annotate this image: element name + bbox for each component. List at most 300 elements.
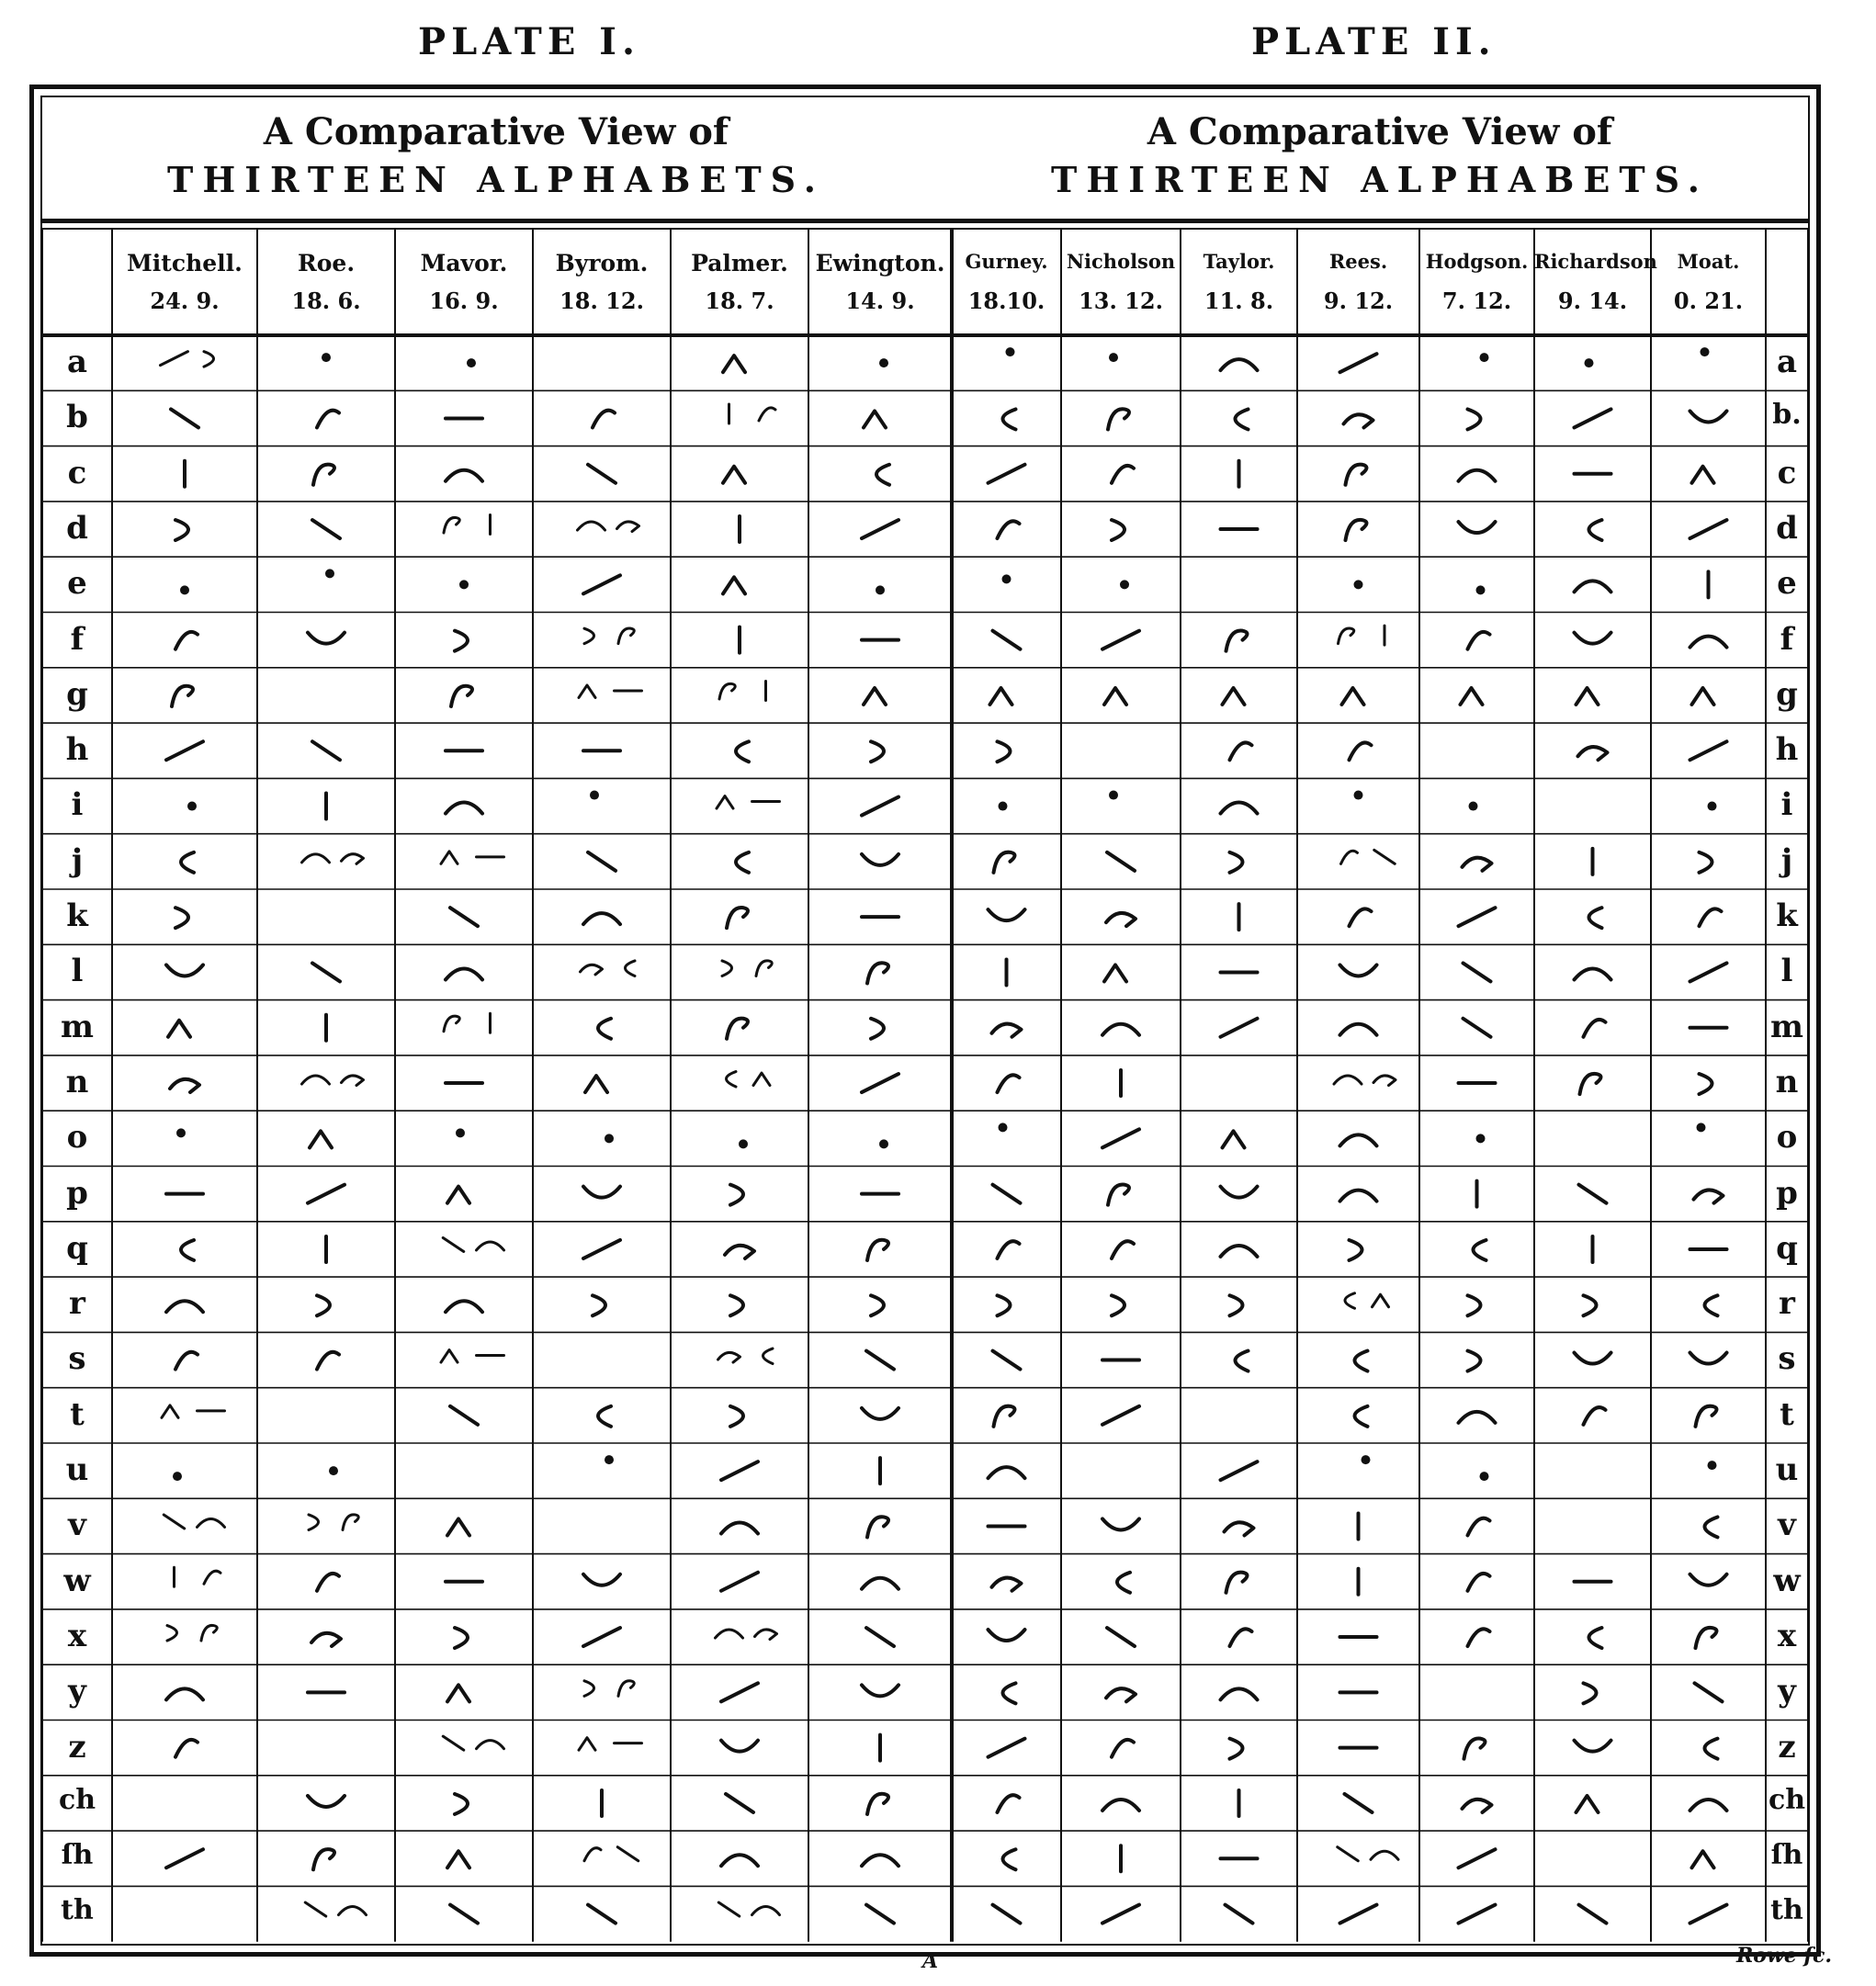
shorthand-glyph [862,1578,898,1589]
shorthand-glyph [1104,965,1126,981]
shorthand-glyph [1223,688,1245,705]
row-label-right: k [1776,897,1798,934]
column-header [1419,252,1534,312]
shorthand-glyph [605,1455,614,1464]
shorthand-glyph [1584,1020,1606,1037]
shorthand-glyph [719,681,766,700]
shorthand-glyph [1695,1683,1723,1701]
shorthand-glyph [1344,414,1373,427]
shorthand-glyph [308,1185,345,1203]
shorthand-glyph [1697,1123,1706,1132]
row-label-right: o [1776,1119,1798,1157]
shorthand-glyph [721,1522,758,1533]
shorthand-glyph [736,741,749,762]
shorthand-glyph [723,355,745,372]
author-name: Roe. [297,250,356,276]
shorthand-glyph [1701,347,1710,356]
shorthand-glyph [1469,802,1478,811]
shorthand-glyph [721,1855,758,1866]
row-label-right: b. [1772,399,1802,432]
shorthand-glyph [1340,1134,1377,1145]
shorthand-glyph [1342,688,1364,705]
row-label-left: k [66,897,88,934]
row-label-right: x [1777,1617,1797,1654]
shorthand-glyph [876,465,889,485]
shorthand-glyph [1690,963,1727,981]
shorthand-glyph [446,470,482,481]
shorthand-glyph [1696,1628,1717,1648]
shorthand-glyph [862,1855,898,1866]
shorthand-glyph [1226,1573,1248,1593]
author-name: Rees. [1328,250,1388,273]
shorthand-glyph [1107,1628,1135,1646]
shorthand-glyph [721,1573,758,1591]
shorthand-glyph [1109,353,1118,362]
shorthand-glyph [1468,632,1490,649]
row-label-left: ch [58,1783,96,1816]
plate-i-label: PLATE I. [418,20,640,63]
plate-ii-label: PLATE II. [1251,20,1497,63]
shorthand-glyph [1112,1295,1124,1315]
shorthand-glyph [1589,520,1602,540]
column-header [1651,252,1766,312]
shorthand-glyph [317,1295,330,1315]
shorthand-glyph [1692,1851,1714,1868]
shorthand-glyph [447,1187,469,1203]
shorthand-glyph [313,465,334,485]
author-number: 9. 14. [1557,288,1628,314]
shorthand-glyph [585,1076,607,1092]
shorthand-glyph [1480,353,1489,362]
shorthand-glyph [175,520,188,540]
plate-i-title-line2: THIRTEEN ALPHABETS. [167,159,825,200]
shorthand-glyph [187,802,197,811]
shorthand-glyph [584,1847,639,1861]
shorthand-glyph [588,852,616,871]
shorthand-glyph [1708,802,1717,811]
shorthand-glyph [308,633,345,644]
row-label-left: d [66,509,88,547]
shorthand-glyph [1230,1739,1243,1759]
shorthand-glyph [593,1295,605,1315]
shorthand-glyph [989,1739,1025,1757]
shorthand-glyph [862,854,898,865]
shorthand-glyph [1362,1455,1371,1464]
shorthand-glyph [1468,1629,1490,1646]
shorthand-glyph [1459,522,1496,533]
shorthand-glyph [447,1851,469,1868]
row-label-left: a [66,344,88,380]
shorthand-glyph [588,465,616,483]
shorthand-glyph [162,1405,225,1418]
shorthand-glyph [1221,359,1258,370]
row-label-right: z [1778,1728,1796,1766]
author-name: Taylor. [1203,250,1275,273]
shorthand-glyph [862,520,898,538]
shorthand-glyph [994,852,1015,873]
shorthand-glyph [1102,1024,1139,1035]
shorthand-glyph [441,1350,504,1363]
shorthand-glyph [1230,1295,1243,1315]
shorthand-glyph [1694,1190,1723,1203]
shorthand-glyph [581,961,636,976]
shorthand-glyph [1575,581,1611,592]
author-name: Ewington. [815,250,945,276]
footer-left-mark: A [922,1949,939,1973]
shorthand-glyph [1236,409,1249,429]
row-label-right: q [1776,1229,1798,1267]
author-name: Hodgson. [1425,250,1529,273]
shorthand-glyph [990,688,1012,705]
shorthand-glyph [1464,963,1491,981]
shorthand-glyph [867,1240,888,1260]
shorthand-glyph [1120,580,1129,589]
row-label-left: h [65,731,89,769]
shorthand-glyph [312,741,340,760]
shorthand-glyph [867,1794,888,1814]
shorthand-glyph [605,1134,614,1143]
row-label-left: f [70,620,85,658]
row-label-right: u [1775,1451,1799,1488]
shorthand-glyph [1468,409,1481,429]
shorthand-glyph [1580,1074,1601,1094]
shorthand-glyph [1230,1629,1252,1646]
shorthand-glyph [994,1406,1015,1427]
column-header [1181,252,1297,312]
shorthand-glyph [862,1074,898,1092]
row-label-left: z [68,1728,86,1766]
shorthand-glyph [1106,913,1136,926]
shorthand-glyph [446,968,482,979]
shorthand-glyph [998,1241,1020,1258]
shorthand-glyph [583,575,620,593]
shorthand-glyph [1102,631,1139,649]
shorthand-glyph [451,686,472,706]
shorthand-glyph [1236,1351,1249,1371]
shorthand-glyph [166,1301,203,1312]
engraver-signature: Rowe ſc. [1736,1944,1833,1968]
shorthand-glyph [1692,688,1714,705]
shorthand-glyph [992,1578,1022,1591]
shorthand-glyph [1117,1573,1130,1593]
shorthand-glyph [879,1139,888,1148]
shorthand-glyph [455,1794,468,1814]
shorthand-glyph [1476,585,1486,594]
shorthand-glyph [1700,852,1712,873]
row-label-right: w [1773,1562,1801,1599]
row-label-left: e [67,565,87,603]
shorthand-glyph [1102,1406,1139,1425]
shorthand-glyph [1690,1905,1727,1924]
row-label-right: p [1776,1174,1798,1212]
shorthand-glyph [164,1515,224,1529]
column-header [952,252,1061,312]
author-name: Moat. [1677,250,1740,273]
row-label-left: m [61,1008,94,1045]
shorthand-glyph [1468,1351,1481,1371]
row-label-left: v [68,1506,86,1544]
shorthand-glyph [1578,747,1608,760]
shorthand-glyph [1346,520,1367,540]
author-number: 18. 6. [291,288,361,314]
column-header [1061,252,1181,312]
column-header [1297,252,1419,312]
shorthand-glyph [1705,1739,1718,1759]
row-label-left: ſh [61,1839,94,1872]
shorthand-glyph [1464,1019,1491,1037]
shorthand-glyph [729,404,776,423]
shorthand-glyph [1345,1293,1389,1309]
shorthand-glyph [312,520,340,538]
shorthand-glyph [722,961,772,976]
shorthand-glyph [1463,858,1492,871]
column-header [395,252,533,312]
shorthand-glyph [718,1348,774,1364]
shorthand-glyph [1575,1741,1611,1752]
shorthand-glyph [1112,466,1134,483]
shorthand-glyph [1221,1019,1258,1037]
shorthand-glyph [1690,1574,1727,1585]
shorthand-glyph [446,803,482,814]
shorthand-glyph [1006,347,1015,356]
row-label-left: i [71,786,84,824]
shorthand-glyph [1577,688,1599,705]
shorthand-glyph [598,1406,611,1427]
row-label-right: e [1777,565,1797,603]
shorthand-glyph [446,1301,482,1312]
shorthand-glyph [1459,470,1496,481]
shorthand-glyph [161,352,214,367]
shorthand-glyph [309,1515,358,1530]
column-header [671,252,808,312]
shorthand-glyph [1575,633,1611,644]
shorthand-glyph [862,1408,898,1419]
shorthand-glyph [313,1849,334,1869]
shorthand-glyph [173,1472,182,1481]
shorthand-glyph [1696,1406,1717,1427]
shorthand-glyph [317,1352,339,1370]
shorthand-glyph [166,1849,203,1868]
row-label-right: s [1778,1340,1796,1378]
author-number: 16. 9. [429,288,499,314]
shorthand-glyph [993,1185,1021,1203]
row-label-left: r [69,1285,85,1323]
shorthand-glyph [1690,1800,1727,1811]
shorthand-glyph [879,358,888,367]
shorthand-glyph [727,908,748,928]
row-label-right: ſh [1770,1839,1803,1872]
row-label-left: th [61,1894,94,1927]
shorthand-glyph [1338,1847,1398,1861]
shorthand-glyph [993,1351,1021,1370]
shorthand-glyph [1102,1129,1139,1147]
shorthand-glyph [181,1240,194,1260]
shorthand-glyph [1108,409,1129,429]
shorthand-glyph [317,411,339,428]
author-name: Byrom. [555,250,649,276]
row-label-right: th [1770,1894,1803,1927]
row-label-right: g [1776,675,1798,713]
shorthand-glyph [1340,1190,1377,1202]
shorthand-glyph [1225,1522,1254,1535]
shorthand-glyph [584,1681,634,1697]
shorthand-glyph [1459,1412,1496,1423]
shorthand-glyph [727,1019,748,1039]
shorthand-glyph [862,797,898,816]
shorthand-glyph [175,908,188,928]
shorthand-glyph [1459,908,1496,926]
row-label-right: n [1775,1063,1799,1100]
shorthand-glyph [578,522,639,532]
shorthand-glyph [717,796,780,809]
row-label-right: ch [1768,1783,1806,1816]
shorthand-glyph [1230,852,1243,873]
shorthand-glyph [317,1574,339,1591]
row-label-right: d [1776,509,1798,547]
row-label-left: n [65,1063,89,1100]
shorthand-glyph [867,963,888,983]
plate-ii-title-line1: A Comparative View of [1147,110,1613,153]
shorthand-glyph [989,1467,1025,1478]
column-header [1534,250,1657,314]
shorthand-glyph [1468,1295,1481,1315]
shorthand-glyph [1339,626,1385,645]
row-label-right: i [1780,786,1793,824]
row-label-right: m [1770,1008,1803,1045]
shorthand-glyph [443,1736,503,1750]
shorthand-glyph [441,852,504,864]
shorthand-glyph [1705,1517,1718,1537]
shorthand-glyph [308,1796,345,1807]
column-header [257,252,395,312]
author-number: 0. 21. [1673,288,1744,314]
shorthand-glyph [175,1352,198,1370]
shorthand-glyph [725,1246,754,1258]
shorthand-glyph [1102,1905,1139,1924]
author-number: 7. 12. [1441,288,1512,314]
shorthand-glyph [1463,1800,1492,1812]
shorthand-glyph [866,1351,894,1370]
shorthand-glyph [1474,1240,1486,1260]
shorthand-glyph [1690,637,1727,648]
shorthand-glyph [999,802,1008,811]
author-name: Mitchell. [127,250,243,276]
shorthand-glyph [1584,1407,1606,1425]
shorthand-glyph [456,1128,465,1137]
shorthand-glyph [1346,465,1367,485]
shorthand-glyph [1003,409,1016,429]
shorthand-glyph [1112,1740,1134,1757]
shorthand-glyph [583,1240,620,1258]
shorthand-glyph [723,577,745,593]
shorthand-glyph [1226,630,1248,650]
shorthand-glyph [1480,1472,1489,1481]
shorthand-glyph [310,1131,332,1147]
row-label-right: c [1777,454,1797,491]
shorthand-glyph [1461,688,1483,705]
shorthand-glyph [305,1902,366,1916]
shorthand-glyph [998,741,1011,762]
shorthand-glyph [175,1740,198,1757]
shorthand-glyph [180,585,189,594]
shorthand-glyph [181,852,194,873]
row-label-right: f [1780,620,1794,658]
column-header [808,252,952,312]
author-number: 9. 12. [1323,288,1394,314]
shorthand-glyph [1112,520,1124,540]
row-label-right: h [1775,731,1799,769]
shorthand-glyph [1108,1184,1129,1204]
row-label-left: w [63,1562,91,1599]
row-label-right: j [1780,841,1793,879]
shorthand-glyph [998,1075,1020,1092]
row-label-left: p [66,1174,88,1212]
shorthand-glyph [1708,1461,1717,1470]
row-label-right: l [1780,953,1793,990]
shorthand-glyph [325,569,334,578]
shorthand-glyph [1230,742,1252,760]
shorthand-glyph [1355,1351,1368,1371]
shorthand-glyph [171,409,198,427]
shorthand-glyph [1584,1295,1597,1315]
row-label-right: r [1779,1285,1795,1323]
shorthand-glyph [1334,1076,1396,1086]
shorthand-glyph [1575,1353,1611,1364]
shorthand-glyph [590,791,599,800]
shorthand-glyph [992,1024,1022,1037]
shorthand-glyph [170,1079,199,1092]
shorthand-glyph [1345,1794,1373,1812]
shorthand-glyph [583,1187,620,1198]
shorthand-glyph [588,1905,616,1924]
shorthand-glyph [736,852,749,873]
shorthand-glyph [172,686,193,706]
shorthand-glyph [447,1685,469,1701]
shorthand-glyph [866,1628,894,1646]
shorthand-glyph [1221,1187,1258,1198]
row-label-right: v [1778,1506,1796,1544]
shorthand-glyph [1102,1518,1139,1529]
row-label-right: a [1776,344,1798,380]
shorthand-glyph [727,1072,771,1088]
shorthand-glyph [1003,1683,1016,1703]
shorthand-glyph [1468,1574,1490,1591]
plate-ii-title-line2: THIRTEEN ALPHABETS. [1051,159,1709,200]
shorthand-glyph [1226,1905,1253,1924]
shorthand-glyph [730,1295,743,1315]
shorthand-glyph [998,1795,1020,1812]
shorthand-glyph [443,1237,503,1251]
shorthand-glyph [1106,1688,1136,1701]
shorthand-glyph [322,353,331,362]
shorthand-glyph [1700,908,1722,926]
shorthand-glyph [1340,354,1377,372]
shorthand-glyph [166,741,203,760]
row-label-right: y [1778,1673,1796,1710]
shorthand-glyph [1692,467,1714,483]
row-label-left: u [65,1451,89,1488]
shorthand-glyph [1340,965,1377,976]
column-header [533,252,671,312]
shorthand-glyph [1340,1024,1377,1035]
shorthand-glyph [1690,741,1727,760]
shorthand-glyph [1476,1134,1486,1143]
shorthand-glyph [444,1013,491,1032]
shorthand-glyph [312,963,340,981]
shorthand-glyph [1464,1738,1486,1758]
author-number: 13. 12. [1079,288,1163,314]
shorthand-glyph [175,632,198,649]
